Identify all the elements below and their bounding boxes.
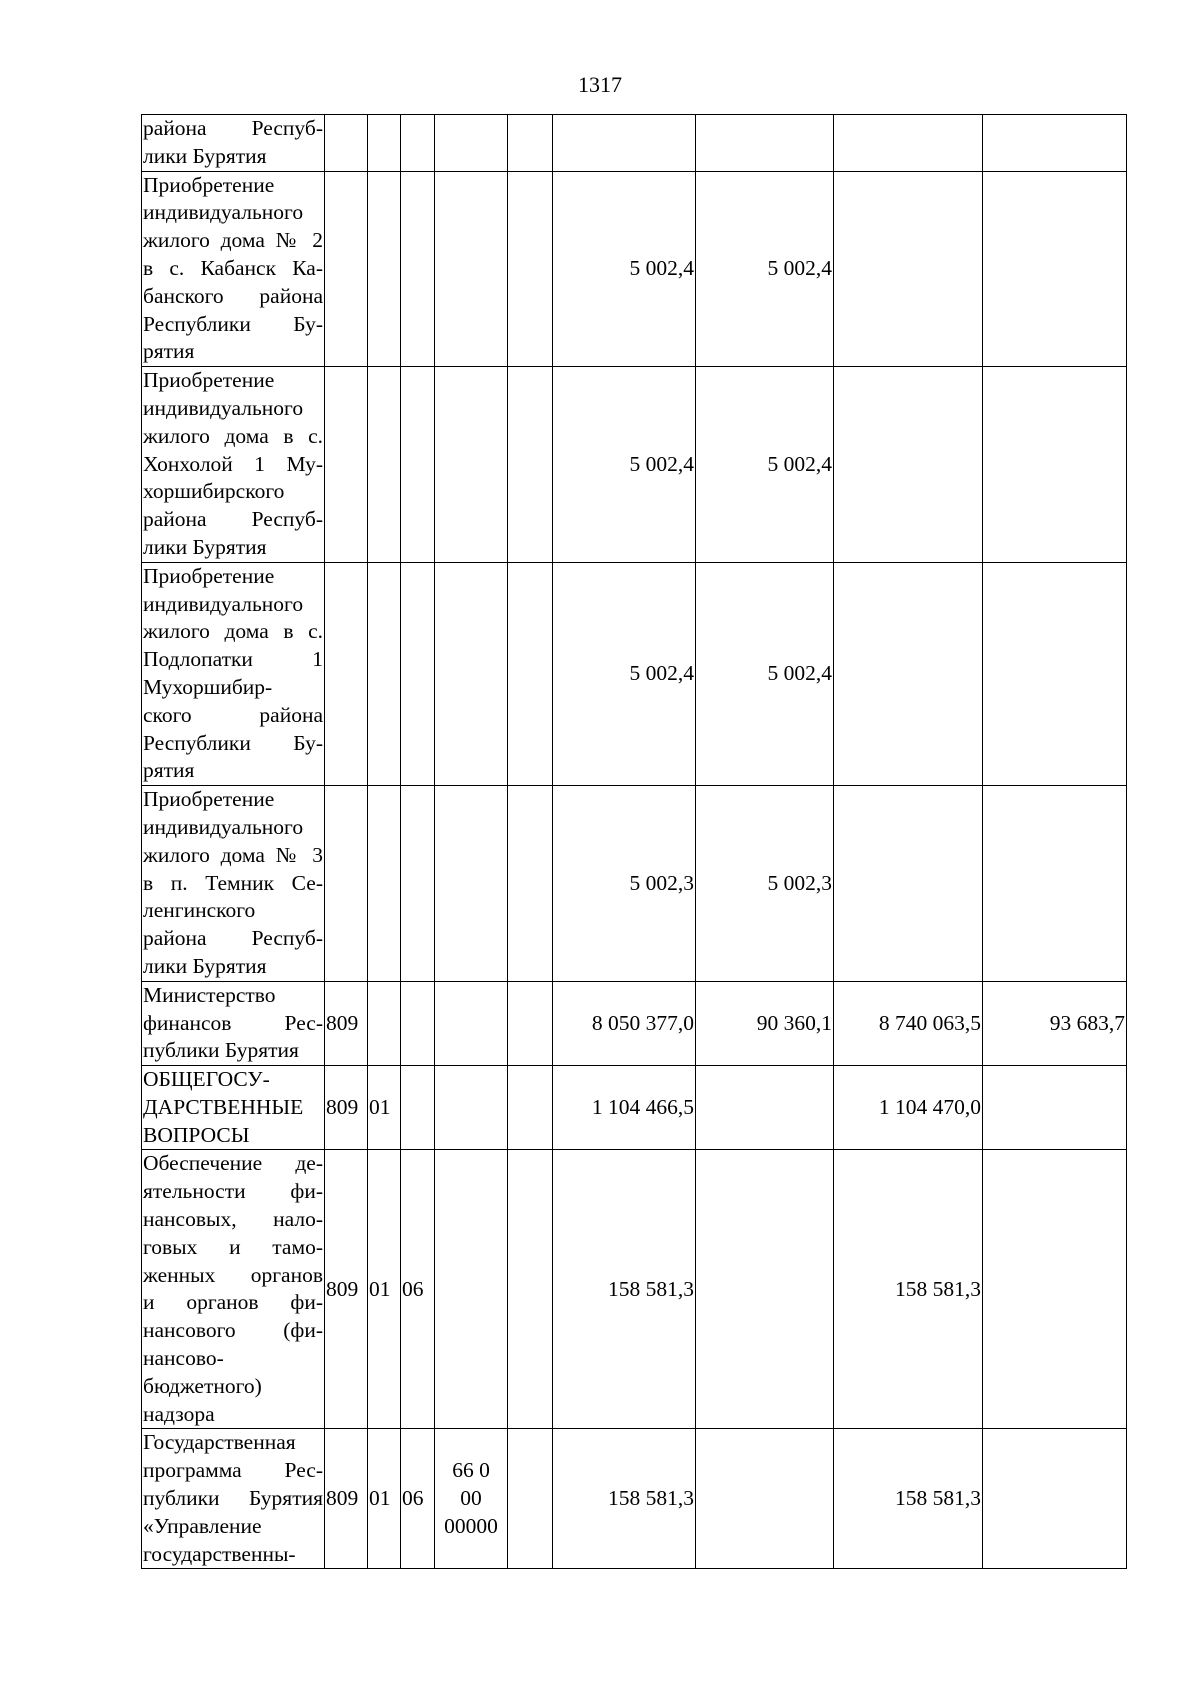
sum-year2-cell	[834, 786, 983, 982]
csr-cell	[435, 171, 508, 367]
row-name-line: хоршибирского	[143, 479, 285, 504]
pr-cell	[401, 367, 435, 563]
ved-cell: 809	[325, 1066, 368, 1150]
row-name-line: индивидуального	[143, 814, 304, 839]
row-name-line: ятельности фи-	[143, 1179, 323, 1204]
pr-cell	[401, 171, 435, 367]
row-name-cell	[142, 981, 325, 1065]
row-name-line: финансов Рес-	[143, 1010, 323, 1035]
csr-line: 66 0	[452, 1458, 490, 1483]
row-name-line: жилого дома в с.	[143, 423, 323, 448]
row-name-line: Приобретение	[143, 787, 275, 812]
row-name-line: индивидуального	[143, 591, 304, 616]
sum-year1-cell: 5 002,4	[553, 367, 696, 563]
table-body	[142, 115, 1127, 1569]
subvention-year1-cell: 90 360,1	[696, 981, 834, 1065]
subvention-year1-cell: 5 002,4	[696, 367, 834, 563]
subvention-year1-cell	[696, 1429, 834, 1569]
sum-year2-cell: 1 104 470,0	[834, 1066, 983, 1150]
sum-year2-cell	[834, 562, 983, 785]
sum-year2-cell	[834, 367, 983, 563]
csr-cell	[435, 1429, 508, 1569]
csr-line: 00000	[444, 1513, 498, 1538]
row-name-line: жилого дома в с.	[143, 619, 323, 644]
row-name-line: женных органов	[143, 1262, 323, 1287]
row-name-line: «Управление	[143, 1513, 262, 1538]
row-name-cell	[142, 171, 325, 367]
row-name-line: Приобретение	[143, 368, 275, 393]
row-name-line: индивидуального	[143, 395, 304, 420]
subvention-year1-cell: 5 002,4	[696, 562, 834, 785]
rz-cell: 01	[368, 1066, 401, 1150]
row-name-line: публики Бурятия	[143, 1486, 323, 1511]
subvention-year1-cell: 5 002,4	[696, 171, 834, 367]
sum-year1-cell	[553, 115, 696, 172]
csr-cell	[435, 562, 508, 785]
subvention-year1-cell	[696, 1150, 834, 1429]
row-name-line: Приобретение	[143, 172, 275, 197]
page-number: 1317	[578, 72, 622, 97]
rz-cell: 01	[368, 1429, 401, 1569]
row-name-line: Мухоршибир-	[143, 674, 273, 699]
subvention-year2-cell	[983, 786, 1127, 982]
budget-table	[141, 114, 1127, 1569]
pr-cell	[401, 1066, 435, 1150]
sum-year1-cell: 158 581,3	[553, 1429, 696, 1569]
sum-year1-cell: 158 581,3	[553, 1150, 696, 1429]
row-name-line: Приобретение	[143, 563, 275, 588]
row-name-line: программа Рес-	[143, 1458, 323, 1483]
row-name-line: района Респуб-	[143, 507, 323, 532]
subvention-year2-cell	[983, 171, 1127, 367]
row-name-cell	[142, 786, 325, 982]
ved-cell: 809	[325, 1150, 368, 1429]
sum-year1-cell: 8 050 377,0	[553, 981, 696, 1065]
row-name-line: рятия	[143, 339, 195, 364]
row-name-line: публики Бурятия	[143, 1038, 299, 1063]
csr-line: 00	[460, 1486, 482, 1511]
subvention-year2-cell: 93 683,7	[983, 981, 1127, 1065]
sum-year2-cell: 158 581,3	[834, 1150, 983, 1429]
table-row	[142, 1150, 1127, 1429]
ved-cell: 809	[325, 981, 368, 1065]
row-name-line: ДАРСТВЕННЫЕ	[143, 1094, 304, 1119]
row-name-line: Республики Бу-	[143, 311, 323, 336]
row-name-line: района Респуб-	[143, 926, 323, 951]
sum-year2-cell	[834, 115, 983, 172]
row-name-line: лики Бурятия	[143, 534, 267, 559]
subvention-year2-cell	[983, 367, 1127, 563]
vr-cell	[508, 171, 553, 367]
sum-year1-cell: 5 002,4	[553, 171, 696, 367]
subvention-year2-cell	[983, 1066, 1127, 1150]
row-name-line: ОБЩЕГОСУ-	[143, 1067, 270, 1092]
csr-cell	[435, 115, 508, 172]
row-name-line: района Респуб-	[143, 116, 323, 140]
pr-cell: 06	[401, 1150, 435, 1429]
pr-cell	[401, 115, 435, 172]
row-name-line: нансового (фи-	[143, 1318, 323, 1343]
subvention-year1-cell	[696, 115, 834, 172]
vr-cell	[508, 1066, 553, 1150]
csr-cell	[435, 1066, 508, 1150]
row-name-line: в п. Темник Се-	[143, 870, 323, 895]
row-name-line: лики Бурятия	[143, 953, 267, 978]
row-name-line: Обеспечение де-	[143, 1151, 323, 1176]
row-name-cell	[142, 115, 325, 172]
row-name-line: жилого дома № 3	[143, 842, 323, 867]
csr-cell	[435, 367, 508, 563]
ved-cell	[325, 115, 368, 172]
rz-cell	[368, 115, 401, 172]
csr-cell	[435, 1150, 508, 1429]
sum-year1-cell: 5 002,3	[553, 786, 696, 982]
vr-cell	[508, 115, 553, 172]
row-name-line: ского района	[143, 702, 323, 727]
table-row	[142, 981, 1127, 1065]
sum-year1-cell: 5 002,4	[553, 562, 696, 785]
pr-cell	[401, 786, 435, 982]
row-name-line: в с. Кабанск Ка-	[143, 255, 323, 280]
row-name-line: надзора	[143, 1401, 215, 1426]
row-name-line: нансовых, нало-	[143, 1207, 323, 1232]
pr-cell: 06	[401, 1429, 435, 1569]
ved-cell	[325, 171, 368, 367]
row-name-line: и органов фи-	[143, 1290, 323, 1315]
vr-cell	[508, 562, 553, 785]
rz-cell	[368, 981, 401, 1065]
row-name-line: банского района	[143, 283, 323, 308]
vr-cell	[508, 1150, 553, 1429]
subvention-year2-cell	[983, 562, 1127, 785]
subvention-year1-cell: 5 002,3	[696, 786, 834, 982]
csr-cell	[435, 981, 508, 1065]
rz-cell	[368, 367, 401, 563]
rz-cell	[368, 562, 401, 785]
row-name-line: Хонхолой 1 Му-	[143, 451, 323, 476]
ved-cell	[325, 786, 368, 982]
vr-cell	[508, 1429, 553, 1569]
vr-cell	[508, 981, 553, 1065]
table-row	[142, 786, 1127, 982]
sum-year2-cell	[834, 171, 983, 367]
row-name-line: Министерство	[143, 982, 276, 1007]
ved-cell: 809	[325, 1429, 368, 1569]
row-name-line: государственны-	[143, 1541, 296, 1566]
row-name-line: Государственная	[143, 1430, 296, 1455]
csr-cell	[435, 786, 508, 982]
row-name-line: лики Бурятия	[143, 143, 267, 168]
row-name-line: индивидуального	[143, 200, 304, 225]
row-name-cell	[142, 1429, 325, 1569]
subvention-year1-cell	[696, 1066, 834, 1150]
rz-cell: 01	[368, 1150, 401, 1429]
row-name-line: бюджетного)	[143, 1373, 262, 1398]
vr-cell	[508, 367, 553, 563]
row-name-cell	[142, 562, 325, 785]
table-row	[142, 115, 1127, 172]
row-name-line: нансово-	[143, 1346, 224, 1371]
sum-year1-cell: 1 104 466,5	[553, 1066, 696, 1150]
table-row	[142, 562, 1127, 785]
table-row	[142, 1429, 1127, 1569]
row-name-cell	[142, 1066, 325, 1150]
pr-cell	[401, 981, 435, 1065]
row-name-line: ленгинского	[143, 898, 256, 923]
ved-cell	[325, 367, 368, 563]
vr-cell	[508, 786, 553, 982]
sum-year2-cell: 8 740 063,5	[834, 981, 983, 1065]
table-row	[142, 171, 1127, 367]
row-name-cell	[142, 367, 325, 563]
subvention-year2-cell	[983, 1150, 1127, 1429]
pr-cell	[401, 562, 435, 785]
rz-cell	[368, 171, 401, 367]
ved-cell	[325, 562, 368, 785]
table-row	[142, 367, 1127, 563]
row-name-line: говых и тамо-	[143, 1234, 323, 1259]
row-name-line: Республики Бу-	[143, 730, 323, 755]
row-name-cell	[142, 1150, 325, 1429]
row-name-line: ВОПРОСЫ	[143, 1122, 250, 1147]
row-name-line: жилого дома № 2	[143, 228, 323, 253]
row-name-line: Подлопатки 1	[143, 647, 323, 672]
sum-year2-cell: 158 581,3	[834, 1429, 983, 1569]
row-name-line: рятия	[143, 758, 195, 783]
subvention-year2-cell	[983, 1429, 1127, 1569]
table-row	[142, 1066, 1127, 1150]
rz-cell	[368, 786, 401, 982]
subvention-year2-cell	[983, 115, 1127, 172]
